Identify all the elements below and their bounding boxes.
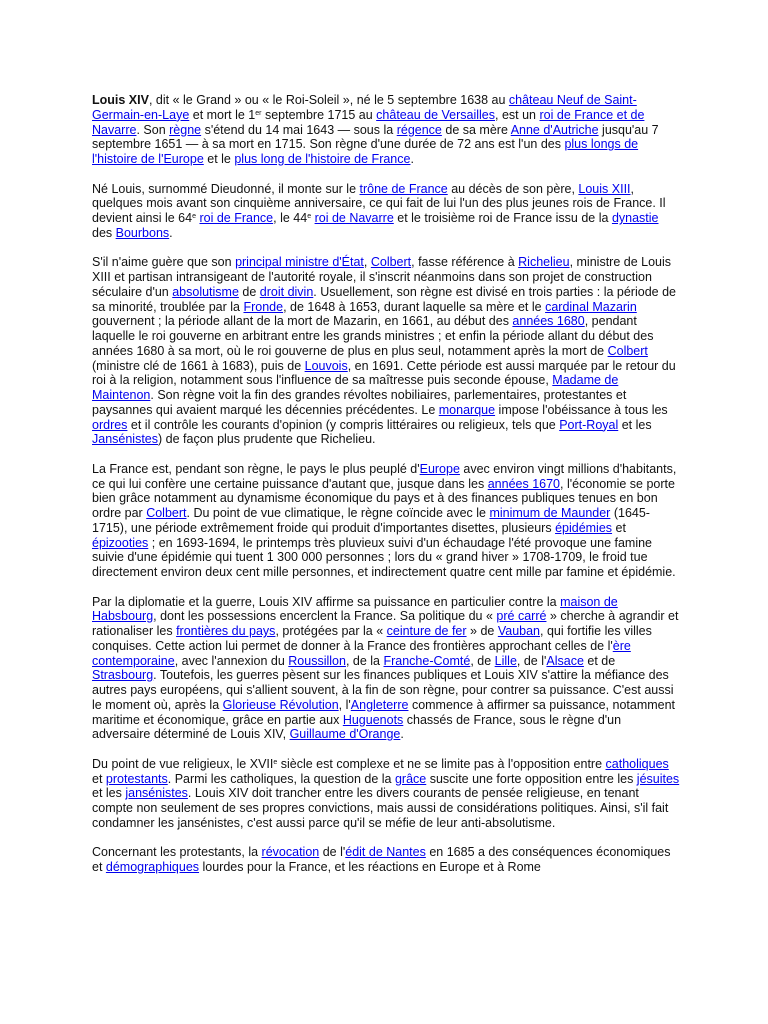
- wiki-link[interactable]: ère contemporaine: [92, 638, 631, 668]
- wiki-link[interactable]: absolutisme: [172, 284, 239, 299]
- paragraph: [92, 462, 680, 580]
- text-run: S'il n'aime guère que son: [92, 255, 236, 270]
- text-run: . Son règne voit la fin des grandes révoltes nobiliaires, parlementaires, protestantes et paysannes qui avaient marqué les décennies précédentes. Le: [92, 388, 627, 417]
- text-run: gouvernent ; la période allant de la mort de Mazarin, en 1661, au début des: [92, 314, 513, 329]
- text-run: des: [92, 225, 116, 240]
- wiki-link[interactable]: frontières du pays: [176, 624, 276, 638]
- wiki-link[interactable]: années 1670: [487, 476, 561, 491]
- text-run: lourdes pour la France, et les réactions en Europe et à Rome: [199, 860, 541, 874]
- text-run: .: [400, 727, 404, 742]
- text-run: , pendant laquelle le roi gouverne en arbitrant entre les grands ministres ; et enfin la période allant du début des années 1680 à sa mort, où le roi gouverne de plus en plus seul, notamment après la mort de: [92, 314, 654, 358]
- wiki-link[interactable]: château Neuf de Saint-Germain-en-Laye: [92, 93, 637, 122]
- wiki-link[interactable]: épidémies: [555, 520, 613, 535]
- text-run: , l'économie se porte bien grâce notamment au dynamisme économique du pays et à des finances publiques tenues en bon ordre par: [92, 476, 675, 520]
- text-run: s'étend du 14 mai 1643 — sous la: [201, 122, 397, 137]
- text-run: .: [410, 152, 414, 166]
- text-run: .: [169, 225, 173, 240]
- wiki-link[interactable]: catholiques: [605, 756, 669, 771]
- wiki-link[interactable]: Port-Royal: [559, 417, 619, 432]
- wiki-link[interactable]: Richelieu: [518, 255, 570, 270]
- wiki-link[interactable]: démographiques: [105, 860, 200, 874]
- text-run: et de: [583, 653, 616, 668]
- text-run: , quelques mois avant son cinquième anniversaire, ce qui fait de lui l'un des plus jeunes rois de France. Il devient ainsi le 64: [92, 181, 666, 225]
- wiki-link[interactable]: principal ministre d'État: [235, 255, 364, 270]
- wiki-link[interactable]: Louis XIII: [578, 181, 631, 196]
- wiki-link[interactable]: Madame de Maintenon: [92, 373, 619, 402]
- text-run: , qui fortifie les villes conquises. Cette action lui permet de donner à la France des frontières approchant celles de l': [92, 624, 652, 653]
- text-run: (1645-1715), une période extrêmement froide qui produit d'importantes disettes, plusieurs: [92, 506, 650, 535]
- text-run: , de l': [516, 653, 547, 668]
- text-run: (ministre clé de 1661 à 1683), puis de: [92, 358, 305, 373]
- text-run: . Parmi les catholiques, la question de la: [167, 771, 395, 786]
- wiki-link[interactable]: ordres: [92, 417, 128, 432]
- text-run: , de: [470, 653, 495, 668]
- wiki-link[interactable]: roi de France et de Navarre: [92, 107, 645, 137]
- wiki-link[interactable]: Huguenots: [342, 712, 404, 727]
- text-run: La France est, pendant son règne, le pays le plus peuplé d': [92, 461, 420, 476]
- wiki-link[interactable]: jansénistes: [125, 786, 188, 801]
- text-run: et: [92, 771, 106, 786]
- text-run: ) de façon plus prudente que Richelieu.: [158, 432, 376, 447]
- text-run: et le: [203, 152, 235, 166]
- wiki-link[interactable]: pré carré: [496, 609, 547, 624]
- wiki-link[interactable]: Strasbourg: [92, 668, 154, 683]
- wiki-link[interactable]: Colbert: [607, 343, 648, 358]
- article-subject: Louis XIV: [92, 93, 149, 107]
- text-run: . Usuellement, son règne est divisé en trois parties : la période de sa minorité, troublée par la: [92, 284, 676, 314]
- wiki-link[interactable]: Alsace: [546, 653, 584, 668]
- paragraph: [92, 255, 680, 447]
- wiki-link[interactable]: édit de Nantes: [345, 845, 426, 860]
- text-run: de: [238, 284, 260, 299]
- wiki-link[interactable]: Franche-Comté: [383, 653, 471, 668]
- wiki-link[interactable]: plus long de l'histoire de France: [234, 152, 411, 166]
- wiki-link[interactable]: années 1680: [512, 314, 585, 329]
- wiki-link[interactable]: cardinal Mazarin: [545, 299, 637, 314]
- wiki-link[interactable]: château de Versailles: [376, 107, 496, 122]
- paragraph: [92, 93, 680, 167]
- text-run: , le 44: [273, 211, 308, 225]
- text-run: en 1685 a des conséquences économiques et: [92, 845, 671, 874]
- wiki-link[interactable]: plus longs de l'histoire de l'Europe: [92, 137, 639, 166]
- wiki-link[interactable]: règne: [169, 122, 202, 137]
- text-run: et les: [92, 786, 126, 801]
- text-run: , en 1691. Cette période est aussi marquée par le retour du roi à la religion, notamment sous l'influence de sa maîtresse puis seconde épouse,: [92, 358, 676, 388]
- text-run: et: [612, 520, 626, 535]
- text-run: commence à affirmer sa puissance, notamment maritime et économique, grâce en partie aux: [92, 697, 676, 727]
- wiki-link[interactable]: Louvois: [304, 358, 348, 373]
- text-run: , l': [338, 697, 351, 712]
- text-run: jusqu'au 7 septembre 1651 — à sa mort en 1715. Son règne d'une durée de 72 ans est l'un des: [92, 122, 659, 152]
- text-run: Du point de vue religieux, le XVII: [92, 756, 274, 771]
- text-run: . Son: [136, 122, 170, 137]
- wiki-link[interactable]: dynastie: [611, 211, 659, 225]
- text-run: de l': [319, 845, 346, 860]
- paragraph: [92, 845, 680, 875]
- text-run: et le troisième roi de France issu de la: [393, 211, 612, 225]
- ordinal-superscript: e: [307, 213, 312, 221]
- wiki-link[interactable]: roi de Navarre: [314, 211, 394, 225]
- article-body: [92, 93, 680, 890]
- wiki-link[interactable]: Colbert: [370, 255, 412, 270]
- text-run: . Toutefois, les guerres pèsent sur les finances publiques et Louis XIV s'attire la méfiance des autres pays européens, qui s'allient souvent, à la fin de son règne, pour contrer sa puissance. C'est aussi le moment où, après la: [92, 668, 674, 712]
- text-run: au décès de son père,: [447, 181, 579, 196]
- wiki-link[interactable]: Lille: [494, 653, 517, 668]
- wiki-link[interactable]: Glorieuse Révolution: [222, 697, 339, 712]
- text-run: , est un: [495, 107, 540, 122]
- text-run: ,: [363, 255, 371, 270]
- text-run: , fasse référence à: [411, 255, 519, 270]
- wiki-link[interactable]: roi de France: [199, 211, 274, 225]
- wiki-link[interactable]: maison de Habsbourg: [92, 594, 618, 624]
- paragraph: [92, 182, 680, 241]
- ordinal-superscript: er: [255, 109, 262, 117]
- text-run: . Du point de vue climatique, le règne coïncide avec le: [186, 506, 490, 520]
- wiki-link[interactable]: jésuites: [636, 771, 680, 786]
- text-run: , ministre de Louis XIII et partisan intransigeant de l'autorité royale, il s'inscrit néanmoins dans son projet de construction séculaire d'un: [92, 255, 672, 299]
- text-run: , de 1648 à 1653, durant laquelle sa mère et le: [283, 299, 546, 314]
- text-run: » de: [466, 624, 498, 638]
- wiki-link[interactable]: monarque: [438, 402, 496, 417]
- wiki-link[interactable]: trône de France: [359, 181, 448, 196]
- text-run: Concernant les protestants, la: [92, 845, 262, 860]
- text-run: et il contrôle les courants d'opinion (y compris littéraires ou religieux, tels que: [127, 417, 560, 432]
- text-run: et les: [618, 417, 652, 432]
- wiki-link[interactable]: Roussillon: [288, 653, 346, 668]
- text-run: septembre 1715 au: [261, 107, 377, 122]
- ordinal-superscript: e: [192, 213, 196, 221]
- text-run: et mort le 1: [189, 107, 256, 122]
- wiki-link[interactable]: Europe: [419, 461, 460, 476]
- text-run: Par la diplomatie et la guerre, Louis XIV affirme sa puissance en particulier contre la: [92, 594, 561, 609]
- wiki-link[interactable]: Vauban: [497, 624, 540, 638]
- paragraph: [92, 757, 680, 831]
- text-run: ; en 1693-1694, le printemps très pluvieux suivi d'un échaudage l'été provoque une famine suivie d'une épidémie qui tuent 1 300 000 personnes ; lors du « grand hiver » 1708-1709, le froid tue directement environ deux cent mille personnes, et indirectement quatre cent mille par famine et épidémie.: [92, 535, 676, 579]
- text-run: de sa mère: [441, 122, 511, 137]
- wiki-link[interactable]: Jansénistes: [92, 432, 159, 447]
- text-run: siècle est complexe et ne se limite pas à l'opposition entre: [277, 756, 606, 771]
- text-run: » cherche à agrandir et rationaliser les: [92, 609, 679, 638]
- wiki-link[interactable]: Anne d'Autriche: [510, 122, 599, 137]
- text-run: , de la: [345, 653, 384, 668]
- text-run: , protégées par la «: [275, 624, 387, 638]
- wiki-link[interactable]: minimum de Maunder: [489, 506, 611, 520]
- text-run: impose l'obéissance à tous les: [495, 402, 668, 417]
- wiki-link[interactable]: droit divin: [259, 284, 314, 299]
- wiki-link[interactable]: régence: [396, 122, 442, 137]
- wiki-link[interactable]: grâce: [394, 771, 427, 786]
- wiki-link[interactable]: Bourbons: [115, 225, 170, 240]
- text-run: , dont les possessions encerclent la France. Sa politique du «: [153, 609, 497, 624]
- wiki-link[interactable]: Guillaume d'Orange: [289, 727, 401, 742]
- text-run: avec environ vingt millions d'habitants, ce qui lui confère une certaine puissance d'autant que, jusque dans les: [92, 461, 677, 491]
- wiki-link[interactable]: Colbert: [146, 506, 187, 520]
- wiki-link[interactable]: ceinture de fer: [386, 624, 467, 638]
- wiki-link[interactable]: épizooties: [92, 535, 149, 550]
- text-run: , avec l'annexion du: [174, 653, 289, 668]
- wiki-link[interactable]: révocation: [261, 845, 320, 860]
- wiki-link[interactable]: Angleterre: [350, 697, 409, 712]
- paragraph: [92, 595, 680, 743]
- ordinal-superscript: e: [273, 758, 278, 766]
- text-run: chassés de France, sous le règne d'un adversaire déterminé de Louis XIV,: [92, 712, 622, 742]
- text-run: , dit « le Grand » ou « le Roi-Soleil », né le 5 septembre 1638 au: [148, 93, 509, 107]
- wiki-link[interactable]: protestants: [105, 771, 168, 786]
- wiki-link[interactable]: Fronde: [243, 299, 284, 314]
- text-run: . Louis XIV doit trancher entre les divers courants de pensée religieuse, en tenant compte non seulement de ses propres convictions, mais aussi de considérations politiques. Ainsi, s'il fait condamner les jansénistes, c'est aussi parce qu'il se méfie de leur anti-absolutisme.: [92, 786, 669, 830]
- text-run: suscite une forte opposition entre les: [426, 771, 637, 786]
- text-run: Né Louis, surnommé Dieudonné, il monte sur le: [92, 181, 360, 196]
